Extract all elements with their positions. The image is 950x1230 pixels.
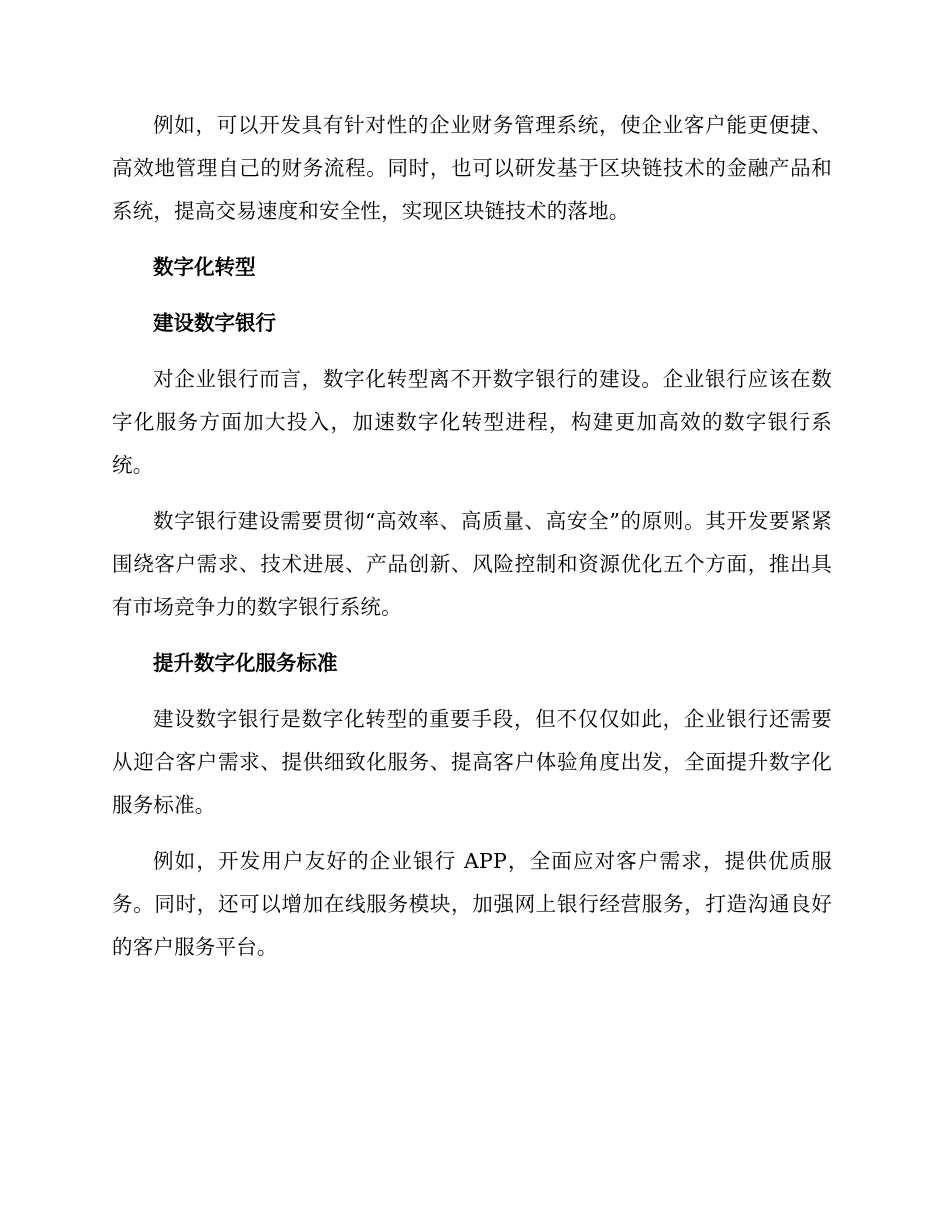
document-page <box>112 104 832 982</box>
paragraph-service-standard: 建设数字银行是数字化转型的重要手段，但不仅仅如此，企业银行还需要从迎合客户需求、提供细致化服务、提高客户体验角度出发，全面提升数字化服务标准。 <box>112 707 832 817</box>
paragraph-app-example: 例如，开发用户友好的企业银行 APP，全面应对客户需求，提供优质服务。同时，还可以增加在线服务模块，加强网上银行经营服务，打造沟通良好的客户服务平台。 <box>112 849 832 959</box>
heading-service-standard: 提升数字化服务标准 <box>153 651 338 675</box>
paragraph-digital-bank-principles: 数字银行建设需要贯彻“高效率、高质量、高安全”的原则。其开发要紧紧围绕客户需求、技术进展、产品创新、风险控制和资源优化五个方面，推出具有市场竞争力的数字银行系统。 <box>112 509 832 619</box>
heading-build-digital-bank: 建设数字银行 <box>153 311 276 335</box>
paragraph-digital-bank-construction: 对企业银行而言，数字化转型离不开数字银行的建设。企业银行应该在数字化服务方面加大投入，加速数字化转型进程，构建更加高效的数字银行系统。 <box>112 367 832 477</box>
paragraph-financial-system: 例如，可以开发具有针对性的企业财务管理系统，使企业客户能更便捷、高效地管理自己的财务流程。同时，也可以研发基于区块链技术的金融产品和系统，提高交易速度和安全性，实现区块链技术的落地。 <box>112 113 832 223</box>
heading-digital-transformation: 数字化转型 <box>153 255 256 279</box>
